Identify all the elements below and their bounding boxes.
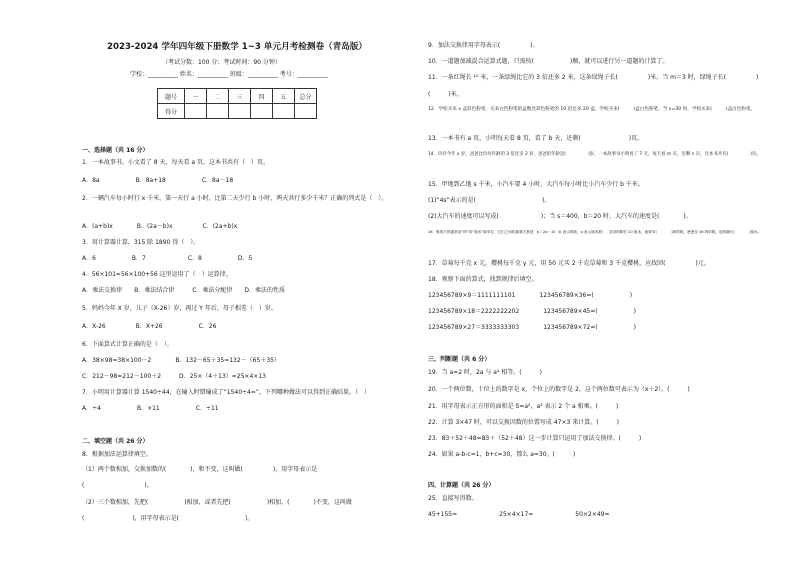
score-cell xyxy=(229,104,251,119)
question-line: 22．计算 3×47 时，可以交换因数的位置写成 47×3 来计算。( ) xyxy=(428,419,619,426)
section-heading: 二、填空题（共 26 分） xyxy=(82,438,149,445)
question-line: 18．观察下面的算式，找到规律后填空。 xyxy=(428,276,538,283)
student-info-line: 学校：__________ 姓名：__________ 班级：__________ 考号：__________ xyxy=(130,71,328,78)
pattern-row: 123456789×18＝2222222202 123456789×45=( ) xyxy=(428,308,636,315)
question-line: 8．根据加法运算律填空。 xyxy=(82,451,152,458)
question-line: （2）三个数相加，先把( )相加，或者先把( )相加，( )不变，这叫做 xyxy=(82,499,352,506)
mental-math-row: 45+155= 25×4×17= 50×2×49= xyxy=(428,511,610,518)
question-line: 14．玲玲今年 x 岁，爸爸比玲玲年龄的 3 倍还多 2 岁，爸爸的年龄是( )岁，一本故事书小明看了 7 天，每天看 m 页，还剩 n 页，这本书共有( )页。 xyxy=(428,152,761,157)
options-line: A．6 B．7 C．8 D．5 xyxy=(82,255,253,262)
score-cell: 一 xyxy=(185,89,207,104)
options-line: A．乘法交换律 B．乘法结合律 C．乘法分配律 D．乘法的性质 xyxy=(82,287,286,294)
question-line: 17．草莓每千克 x 元，樱桃每千克 y 元，用 50 元买 2 千克草莓和 3 千克樱桃，应找回( )元。 xyxy=(428,260,710,267)
options-line: C．212－98=212－100＋2 D．25×（4＋13）=25×4×13 xyxy=(82,373,266,380)
question-line: 23．83＋52＋48=83＋（52＋48）这一步计算只运用了加法交换律。( ) xyxy=(428,435,642,442)
exam-title: 2023-2024 学年四年级下册数学 1~3 单元月考检测卷（青岛版） xyxy=(107,42,368,52)
options-line: A．÷4 B．×11 C．÷11 xyxy=(82,405,219,412)
question-line: 4．56×101=56×100+56 这里运用了（ ）运算律。 xyxy=(82,271,232,278)
question-line: 21．用字母表示正方形的面积是 S=a²，a² 表示 2 个 a 相乘。( ) xyxy=(428,403,619,410)
pattern-row: 123456789×9＝1111111101 123456789×36=( ) xyxy=(428,292,633,299)
question-line: (2)大汽车的速度可以写成( )；当 s＝400，b＝20 时，大汽车的速度是( )。 xyxy=(428,213,692,220)
question-line: 2．一辆汽车每小时行 x 千米，第一天行 a 小时，比第二天少行 b 小时，两天共行多少千米？正确的列式是（ ）。 xyxy=(82,195,388,202)
question-line: ( )。 xyxy=(82,482,153,489)
question-line: ( )米。 xyxy=(428,91,463,98)
score-table-header-row xyxy=(158,89,317,104)
question-line: 7．小明用计算器计算 1540÷44，在输入时错输成了“1540÷4=”，下列哪种做法可以得到正确结果。（ ） xyxy=(82,389,371,396)
question-line: 9．加法交换律用字母表示( )。 xyxy=(428,42,539,49)
question-line: ( )，用字母表示是( )。 xyxy=(82,515,254,522)
question-line: 12．学校买来 x 盒彩色粉笔，买来白色粉笔的盒数比彩色粉笔的 10 倍还多 20 盒，学校买来( )盒白色粉笔。当 x=30 时，学校买来( )盒白色粉笔。 xyxy=(428,107,756,112)
question-line: 20．一个两位数，十位上的数字是 x，个位上的数字是 2，这个两位数可表示为（x＋2）。( ) xyxy=(428,386,690,393)
options-line: A．X-26 B．X+26 C．26 xyxy=(82,323,217,330)
question-line: 19．当 a=2 时，2a 与 a² 相等。( ) xyxy=(428,369,542,376)
score-cell xyxy=(251,104,273,119)
question-line: 13．一本书有 a 页，小明每天看 8 页，看了 b 天，还剩( )页。 xyxy=(428,135,644,142)
score-cell: 三 xyxy=(229,89,251,104)
question-line: 15．甲地到乙地 s 千米，小汽车要 4 小时，大汽车每小时比小汽车少行 b 千米。 xyxy=(428,181,644,188)
exam-info: （考试分数：100 分；考试时间：90 分钟） xyxy=(162,59,281,66)
question-line: 24．如果 a-b-c=1，b+c=30，那么 a=30。( ) xyxy=(428,451,576,458)
score-cell: 得分 xyxy=(158,104,185,119)
score-cell xyxy=(207,104,229,119)
score-cell: 总分 xyxy=(295,89,317,104)
question-line: 3．用计算器计算，315 除 1890 得（ ）。 xyxy=(82,239,200,246)
question-line: 11．一条红绳长 ¹⁰ 米，一条绿绳比它的 3 倍还多 2 米，这条绿绳子长( )米。当 m＝3 时，绿绳子长( ) xyxy=(428,74,759,81)
question-line: （1）两个数相加，交换加数的( )，和不变，这叫做( )，用字母表示是 xyxy=(82,466,318,473)
options-line: A．38×98=38×100－2 B．132－65＋35=132－（65＋35） xyxy=(82,357,280,364)
question-line: 10．一道题加减混合运算式题，只需按( )顺，就可以进行另一道题的计算了。 xyxy=(428,58,669,65)
score-cell: 二 xyxy=(207,89,229,104)
section-heading: 三、判断题（共 6 分） xyxy=(428,356,491,363)
question-line: 25．直接写得数。 xyxy=(428,495,478,502)
options-line: A．8a B．8a+18 C．8a－18 xyxy=(82,177,234,184)
section-heading: 四、计算题（共 26 分） xyxy=(428,482,495,489)
score-table-score-row xyxy=(158,104,317,119)
question-line: 1．一本故事书，小文看了 8 天，每天看 a 页，这本书共有（ ）页。 xyxy=(82,159,269,166)
score-cell xyxy=(273,104,295,119)
section-heading: 一、选择题（共 16 分） xyxy=(82,147,149,154)
score-cell: 题号 xyxy=(158,89,185,104)
score-cell xyxy=(185,104,207,119)
score-cell: 五 xyxy=(273,89,295,104)
score-table xyxy=(157,88,317,119)
score-cell xyxy=(295,104,317,119)
question-line: (1)“4s”表示的是( )。 xyxy=(428,197,551,204)
pattern-row: 123456789×27＝3333333303 123456789×72=( ) xyxy=(428,324,636,331)
question-line: 5．妈妈今年 X 岁，儿子（X-26）岁，再过 Y 年后，母子相差（ ）岁。 xyxy=(82,305,277,312)
question-line: 16．鞋的尺码通常用“码”或“厘米”做单位，它们之间的换算关系是：b＝2a－10（b 表示码数，a 表示厘米数），奇奇的脚长 20 厘米，他要穿( )码的鞋，爸爸穿 36 码的鞋，他的脚长( )厘米。 xyxy=(428,230,762,234)
score-cell: 四 xyxy=(251,89,273,104)
question-line: 6．下面算式计算正确的是（ ）。 xyxy=(82,341,173,348)
options-line: A．(a+b)x B．(2a－b)x C．(2a+b)x xyxy=(82,223,238,230)
